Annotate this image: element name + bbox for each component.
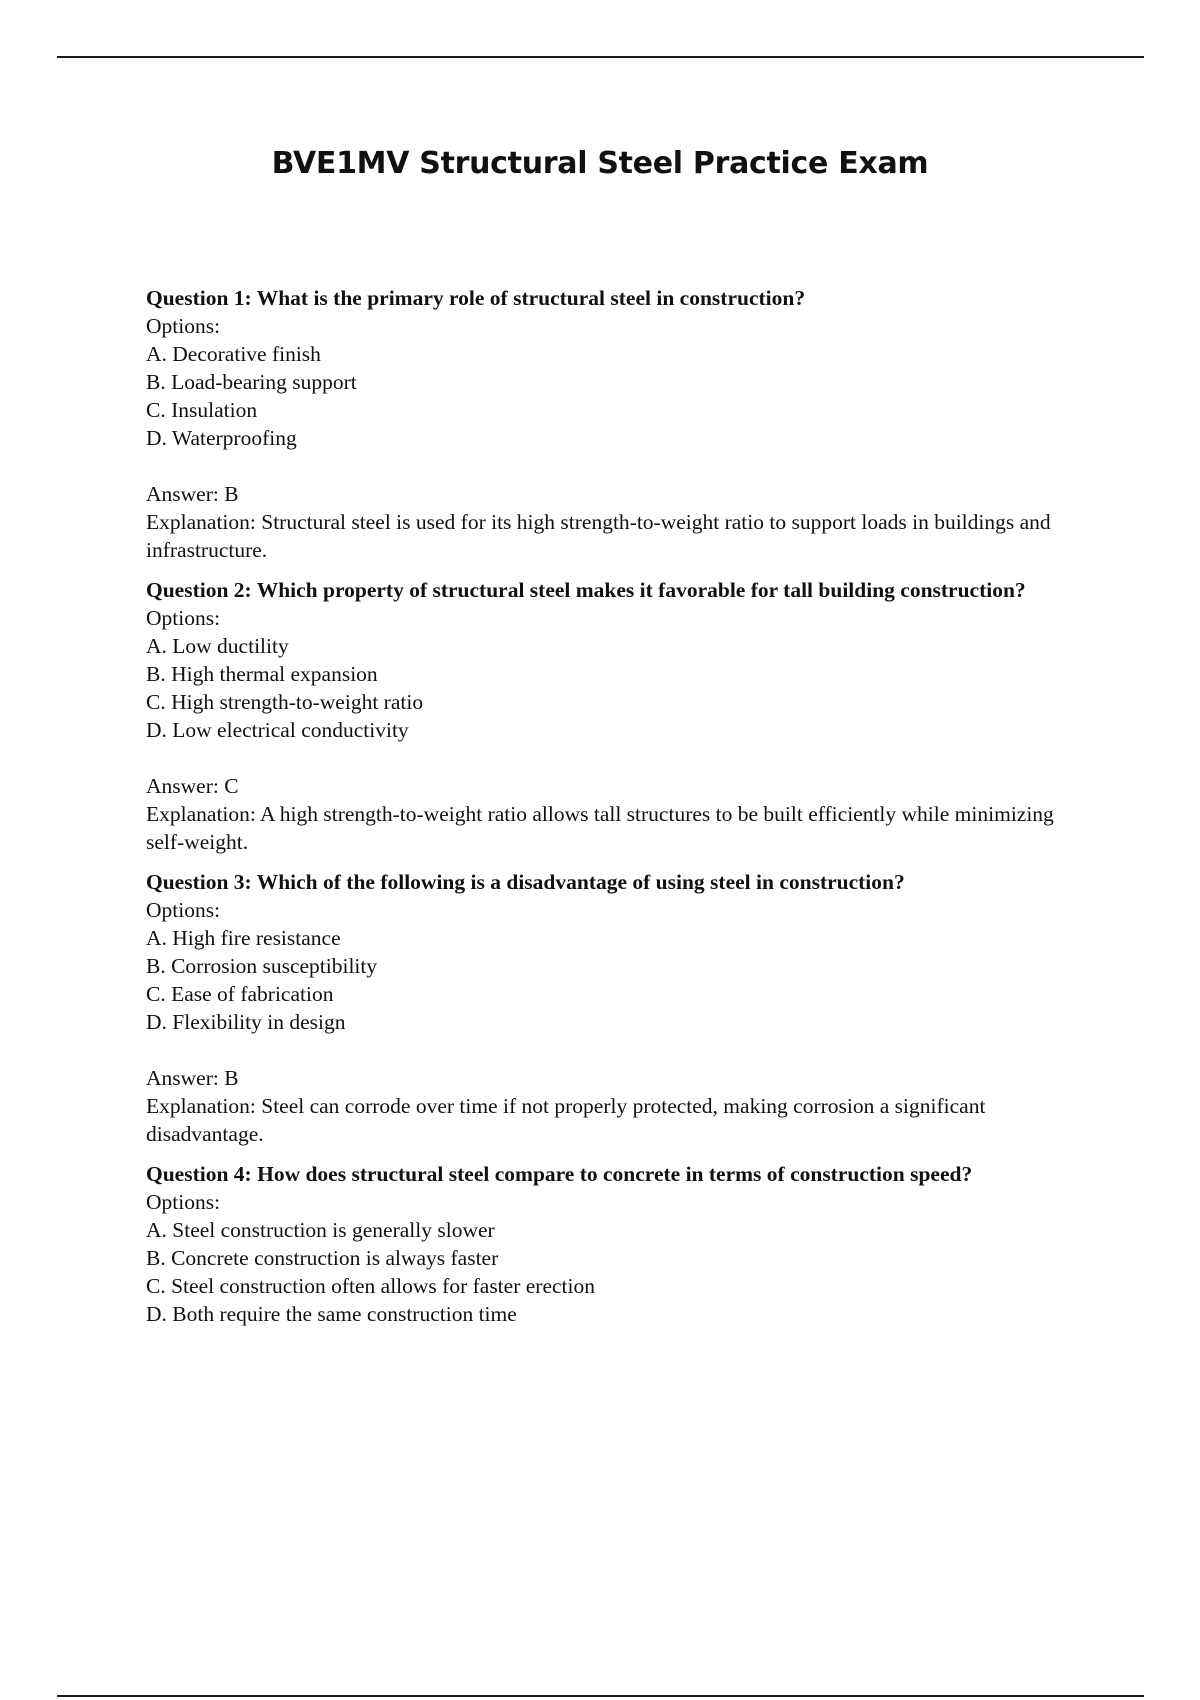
question-heading: Question 1: What is the primary role of structural steel in construction? [146, 286, 806, 310]
question-3 [146, 868, 1096, 1148]
question-4 [146, 1160, 1096, 1328]
bottom-rule [57, 1695, 1144, 1697]
option-d: D. Both require the same construction time [146, 1302, 517, 1326]
option-a: A. Steel construction is generally slower [146, 1218, 495, 1242]
options-list [146, 1216, 1096, 1328]
option-b: B. Load-bearing support [146, 370, 357, 394]
option-d: D. Flexibility in design [146, 1010, 346, 1034]
option-b: B. Concrete construction is always faster [146, 1246, 499, 1270]
option-b: B. Corrosion susceptibility [146, 954, 378, 978]
question-heading: Question 3: Which of the following is a disadvantage of using steel in construction? [146, 870, 905, 894]
option-c: C. Steel construction often allows for faster erection [146, 1274, 595, 1298]
answer: Answer: B [146, 482, 239, 506]
option-c: C. High strength-to-weight ratio [146, 690, 424, 714]
option-b: B. High thermal expansion [146, 662, 378, 686]
page-title: BVE1MV Structural Steel Practice Exam [271, 146, 929, 181]
question-heading: Question 2: Which property of structural steel makes it favorable for tall building construction? [146, 578, 1026, 602]
options-list [146, 340, 1096, 452]
question-heading: Question 4: How does structural steel compare to concrete in terms of construction speed? [146, 1162, 973, 1186]
explanation: Explanation: Structural steel is used for its high strength-to-weight ratio to support loads in buildings and infrastructure. [146, 510, 1051, 562]
option-d: D. Waterproofing [146, 426, 297, 450]
options-label: Options: [146, 1190, 221, 1214]
option-a: A. Low ductility [146, 634, 289, 658]
explanation: Explanation: Steel can corrode over time if not properly protected, making corrosion a significant disadvantage. [146, 1094, 986, 1146]
options-label: Options: [146, 314, 221, 338]
options-label: Options: [146, 606, 221, 630]
question-list [146, 284, 1096, 1356]
options-label: Options: [146, 898, 221, 922]
option-c: C. Ease of fabrication [146, 982, 334, 1006]
option-a: A. Decorative finish [146, 342, 321, 366]
question-2 [146, 576, 1096, 856]
answer: Answer: C [146, 774, 239, 798]
options-list [146, 632, 1096, 744]
option-d: D. Low electrical conductivity [146, 718, 409, 742]
question-1 [146, 284, 1096, 564]
top-rule [57, 56, 1144, 58]
option-c: C. Insulation [146, 398, 258, 422]
options-list [146, 924, 1096, 1036]
answer: Answer: B [146, 1066, 239, 1090]
option-a: A. High fire resistance [146, 926, 341, 950]
explanation: Explanation: A high strength-to-weight ratio allows tall structures to be built efficiently while minimizing self-weight. [146, 802, 1054, 854]
